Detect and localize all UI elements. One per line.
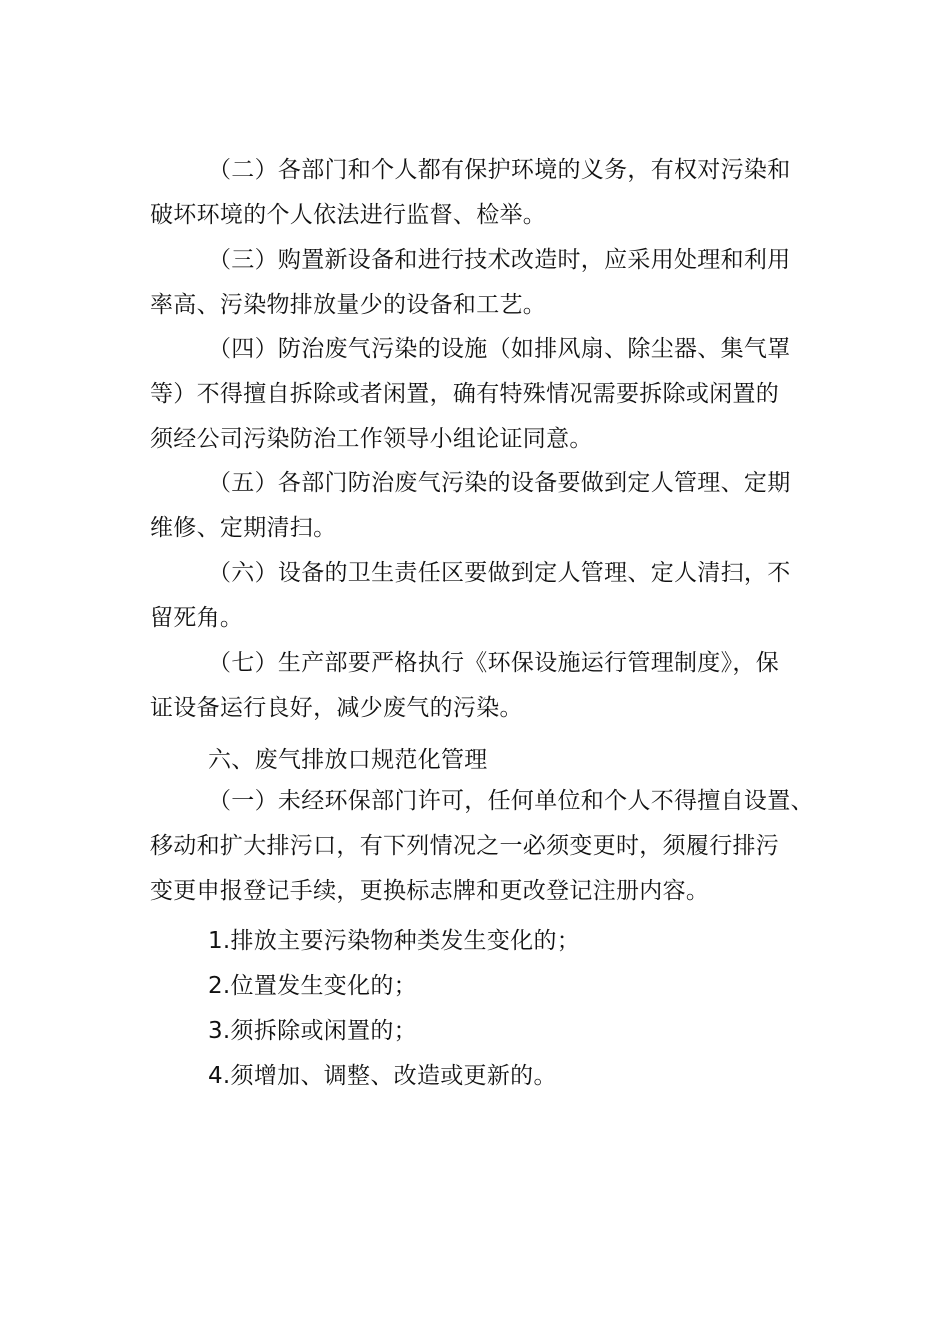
paragraph-4-line-3: 须经公司污染防治工作领导小组论证同意。 <box>150 426 593 452</box>
list-item-2: 2.位置发生变化的； <box>208 973 417 999</box>
paragraph-s1-line-1: （一）未经环保部门许可，任何单位和个人不得擅自设置、 <box>208 788 814 814</box>
paragraph-7-line-2: 证设备运行良好，减少废气的污染。 <box>150 695 523 721</box>
paragraph-4-line-1: （四）防治废气污染的设施（如排风扇、除尘器、集气罩 <box>208 336 791 362</box>
list-item-4: 4.须增加、调整、改造或更新的。 <box>208 1063 557 1089</box>
list-item-3: 3.须拆除或闲置的； <box>208 1018 417 1044</box>
paragraph-3-line-1: （三）购置新设备和进行技术改造时，应采用处理和利用 <box>208 247 791 273</box>
paragraph-5-line-2: 维修、定期清扫。 <box>150 515 337 541</box>
paragraph-3-line-2: 率高、污染物排放量少的设备和工艺。 <box>150 292 547 318</box>
paragraph-7-line-1: （七）生产部要严格执行《环保设施运行管理制度》，保 <box>208 650 779 676</box>
paragraph-2-line-2: 破坏环境的个人依法进行监督、检举。 <box>150 202 547 228</box>
list-item-1: 1.排放主要污染物种类发生变化的； <box>208 928 581 954</box>
paragraph-4-line-2: 等）不得擅自拆除或者闲置，确有特殊情况需要拆除或闲置的 <box>150 381 780 407</box>
paragraph-s1-line-2: 移动和扩大排污口，有下列情况之一必须变更时，须履行排污 <box>150 833 780 859</box>
paragraph-5-line-1: （五）各部门防治废气污染的设备要做到定人管理、定期 <box>208 470 791 496</box>
paragraph-2-line-1: （二）各部门和个人都有保护环境的义务，有权对污染和 <box>208 157 791 183</box>
paragraph-s1-line-3: 变更申报登记手续，更换标志牌和更改登记注册内容。 <box>150 878 710 904</box>
section-heading: 六、废气排放口规范化管理 <box>208 747 488 773</box>
paragraph-6-line-1: （六）设备的卫生责任区要做到定人管理、定人清扫，不 <box>208 560 791 586</box>
paragraph-6-line-2: 留死角。 <box>150 605 244 631</box>
